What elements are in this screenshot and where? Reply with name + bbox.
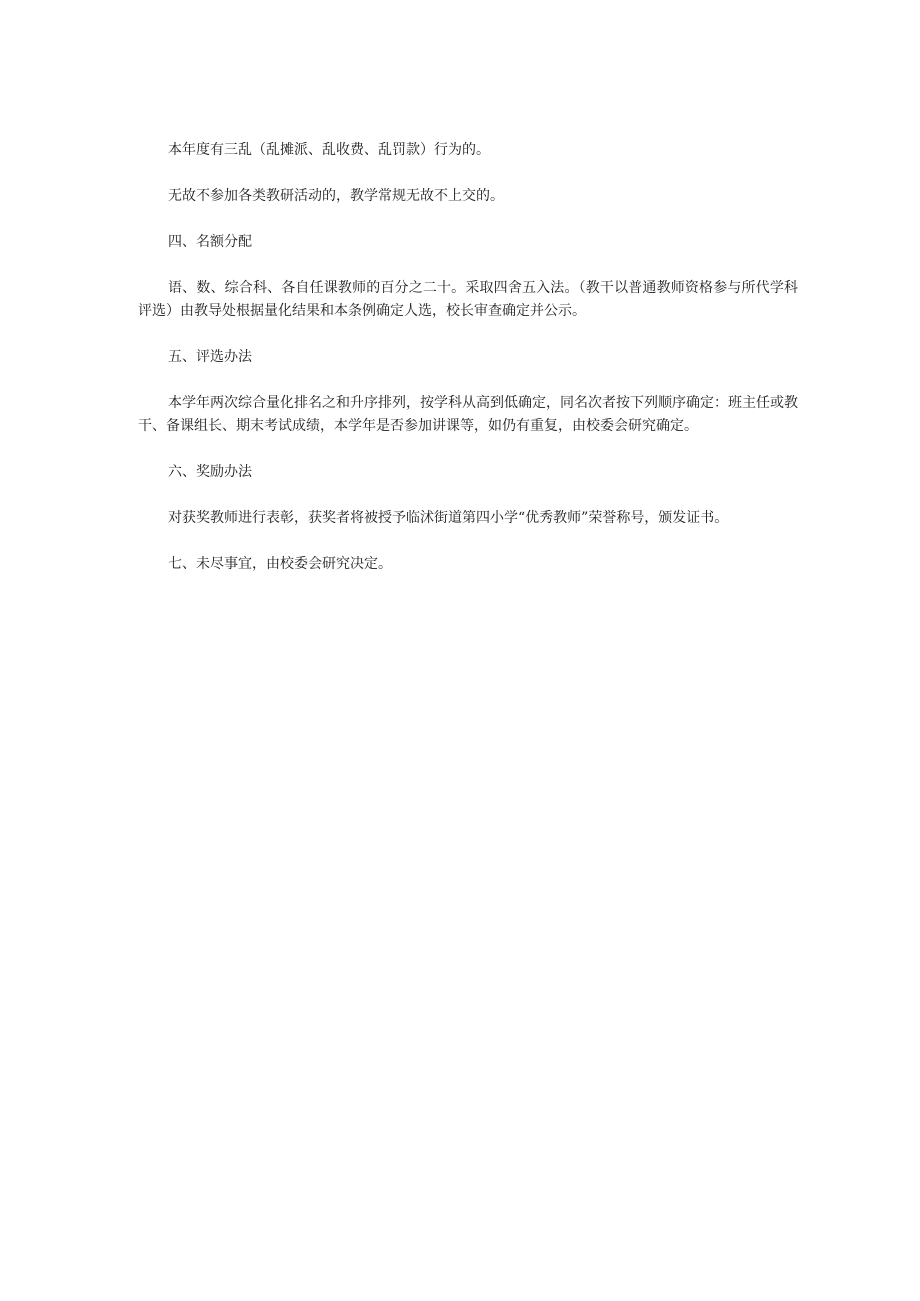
- paragraph-unfinished-matters: 七、未尽事宜，由校委会研究决定。: [168, 556, 392, 572]
- paragraph-selection-details: 本学年两次综合量化排名之和升序排列，按学科从高到低确定，同名次者按下列顺序确定：班主任或教干、备课组长、期末考试成绩，本学年是否参加讲课等，如仍有重复，由校委会研究确定。: [138, 395, 798, 434]
- paragraph-three-disorders: 本年度有三乱（乱摊派、乱收费、乱罚款）行为的。: [168, 142, 490, 158]
- paragraph-reward-details: 对获奖教师进行表彰，获奖者将被授予临沭街道第四小学“优秀教师”荣誉称号，颁发证书。: [168, 510, 729, 526]
- heading-reward-method: 六、奖励办法: [168, 464, 252, 480]
- heading-quota-allocation: 四、名额分配: [168, 234, 252, 250]
- document-page: [138, 139, 798, 576]
- paragraph-research-activities: 无故不参加各类教研活动的，教学常规无故不上交的。: [168, 188, 504, 204]
- heading-selection-method: 五、评选办法: [168, 349, 252, 365]
- paragraph-quota-details: 语、数、综合科、各自任课教师的百分之二十。采取四舍五入法。（教干以普通教师资格参与所代学科评选）由教导处根据量化结果和本条例确定人选，校长审查确定并公示。: [138, 280, 798, 319]
